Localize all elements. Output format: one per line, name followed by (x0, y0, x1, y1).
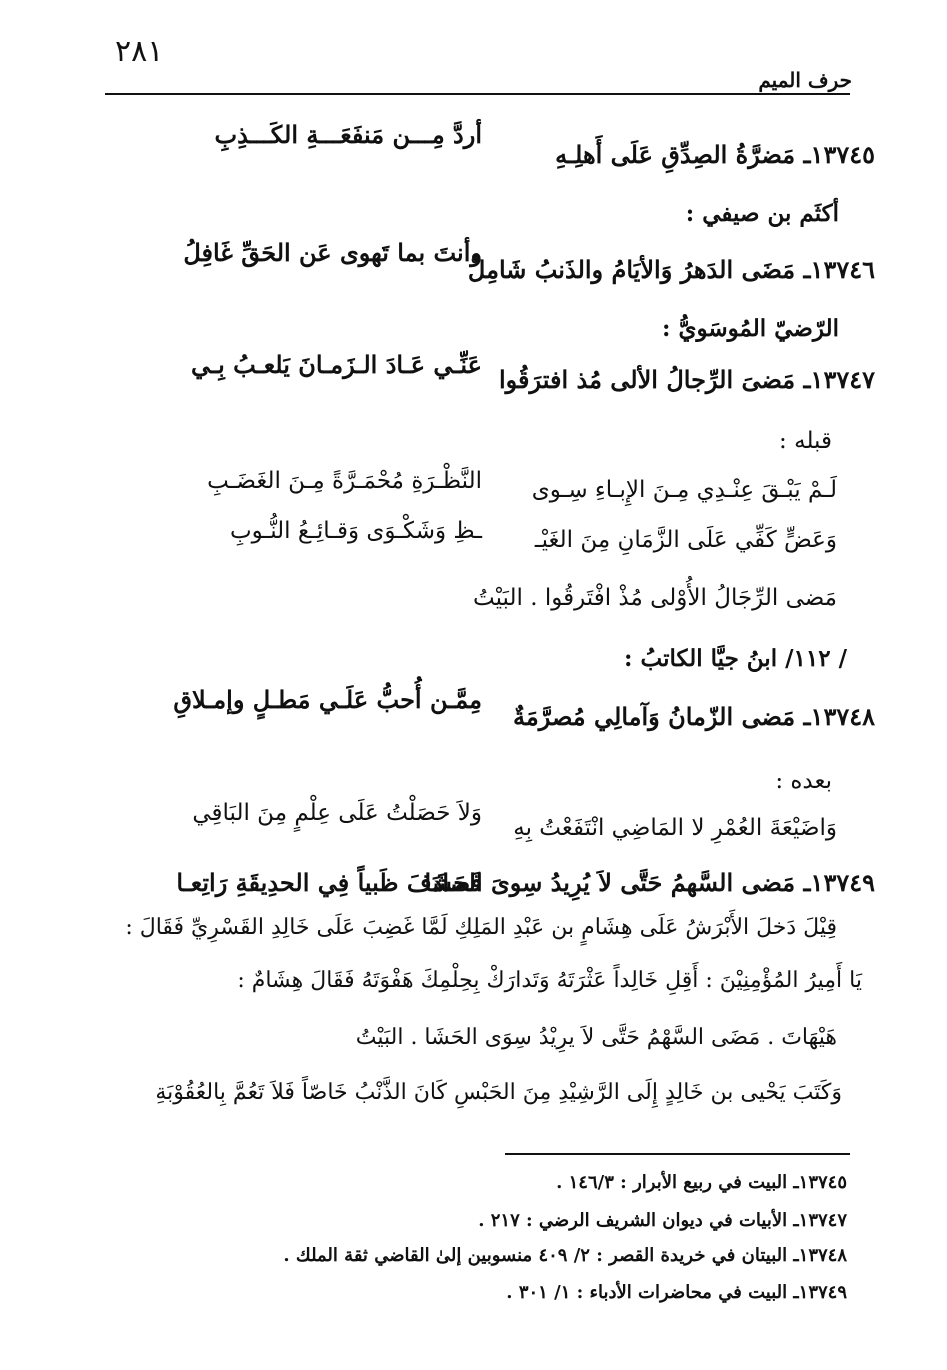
footnote: ١٣٧٤٥ـ البيت في ربيع الأبرار : ١٤٦/٣ . (556, 1172, 847, 1193)
poet-name: أكثَم بن صيفي : (685, 200, 839, 227)
footnote-rule (505, 1153, 850, 1155)
footnote: ١٣٧٤٩ـ البيت في محاضرات الأدباء : ١/ ٣٠١ . (506, 1282, 847, 1303)
poet-name: الرّضيّ المُوسَويُّ : (661, 315, 839, 342)
poet-name: / ١١٢/ ابنُ جيَّا الكاتبُ : (624, 645, 847, 672)
footnote: ١٣٧٤٨ـ البيتان في خريدة القصر : ٢/ ٤٠٩ منسوبين إلىٰ القاضي ثقة الملك . (283, 1245, 847, 1266)
verse-second-hemistich: وَلاَ حَصَلْتُ عَلَى عِلْمٍ مِنَ البَاقِي (192, 800, 482, 826)
running-header: حرف الميم (758, 68, 852, 92)
prose-line: هَيْهَاتَ . مَضَى السَّهْمُ حَتَّى لاَ يرِيْدُ سِوَى الحَشَا . البَيْتُ (355, 1025, 837, 1050)
verse-second-hemistich: النَّظْـرَةِ مُحْمَـرَّةً مِـنَ الغَضَـبِ (207, 468, 482, 494)
verse-first-hemistich: لَـمْ يَبْـقَ عِنْـدِي مِـنَ الإِبـاءِ سِـوى (531, 477, 837, 503)
verse-first-hemistich: وَاضَيْعَةَ العُمْرِ لا المَاضِي انْتَفَعْتُ بِهِ (513, 815, 837, 841)
header-rule (105, 93, 850, 95)
verse-13746-second-hemistich: وأنتَ بما تَهوى عَن الحَقِّ غَافِلُ (183, 238, 482, 267)
verse-citation: مَضى الرِّجَالُ الأُوْلى مُذْ افْتَرقُوا . البَيْتُ (473, 585, 837, 611)
verse-first-hemistich: وَعَضٍّ كَفِّي عَلَى الزَّمَانِ مِنَ الغَيْـ (534, 527, 837, 553)
section-label: قبله : (779, 428, 832, 454)
section-label: بعده : (775, 768, 832, 794)
verse-13745-second-hemistich: أردَّ مِـــن مَنفَعَـــةِ الكَـــذِبِ (214, 120, 482, 149)
verse-13746-first-hemistich: ١٣٧٤٦ـ مَضَى الدَهرُ وَالأيَامُ والذَنبُ شَامِلٌ (467, 255, 875, 284)
verse-13749-second-hemistich: فَصادَفَ ظَبياً فِي الحدِيقَةِ رَاتِعـا (176, 868, 482, 897)
verse-13747-second-hemistich: عَنِّـي عَـادَ الـزَمـانَ يَلعـبُ بِـي (191, 350, 482, 379)
footnote: ١٣٧٤٧ـ الأبيات في ديوان الشريف الرضي : ٢١٧ . (478, 1210, 847, 1231)
verse-second-hemistich: ـظِ وَشَكْـوَى وَقـائِـعُ النُّـوبِ (229, 518, 482, 544)
prose-line: قِيْلَ دَخلَ الأَبْرَشُ عَلَى هِشَامٍ بن عَبْدِ المَلِكِ لَمَّا غَضِبَ عَلَى خَالِدِ القَسْرِيِّ فَقَالَ : (125, 915, 837, 940)
page-number: ٢٨١ (115, 34, 164, 69)
verse-13748-first-hemistich: ١٣٧٤٨ـ مَضى الزّمانُ وَآمالِي مُصرَّمَةٌ (513, 702, 875, 731)
verse-13748-second-hemistich: مِمَّـن أُحبُّ عَلَـي مَطـلٍ وإمـلاقِ (173, 685, 482, 714)
verse-13745-first-hemistich: ١٣٧٤٥ـ مَضرَّةُ الصِدِّقِ عَلَى أَهلِـهِ (555, 140, 875, 169)
verse-13749-first-hemistich: ١٣٧٤٩ـ مَضى السَّهمُ حَتَّى لاَ يُرِيدُ سِوىَ الحَشَا (424, 868, 875, 897)
prose-line: يَا أَمِيرُ المُؤْمِنِيْنَ : أَقِلِ خَالِداً عَثْرَتَهُ وَتَدارَكْ بِحِلْمِكَ هَفْوَتَهُ فَقَالَ هِشَامٌ : (237, 968, 862, 993)
verse-13747-first-hemistich: ١٣٧٤٧ـ مَضىَ الرِّجالُ الألى مُذ افترَقُوا (498, 365, 875, 394)
prose-line: وَكَتَبَ يَحْيى بن خَالِدٍ إِلَى الرَّشِيْدِ مِنَ الحَبْسِ كَانَ الذَّنْبُ خَاصّاً فَلاَ تَعُمَّ بِالعُقُوْبَةِ (155, 1080, 842, 1105)
